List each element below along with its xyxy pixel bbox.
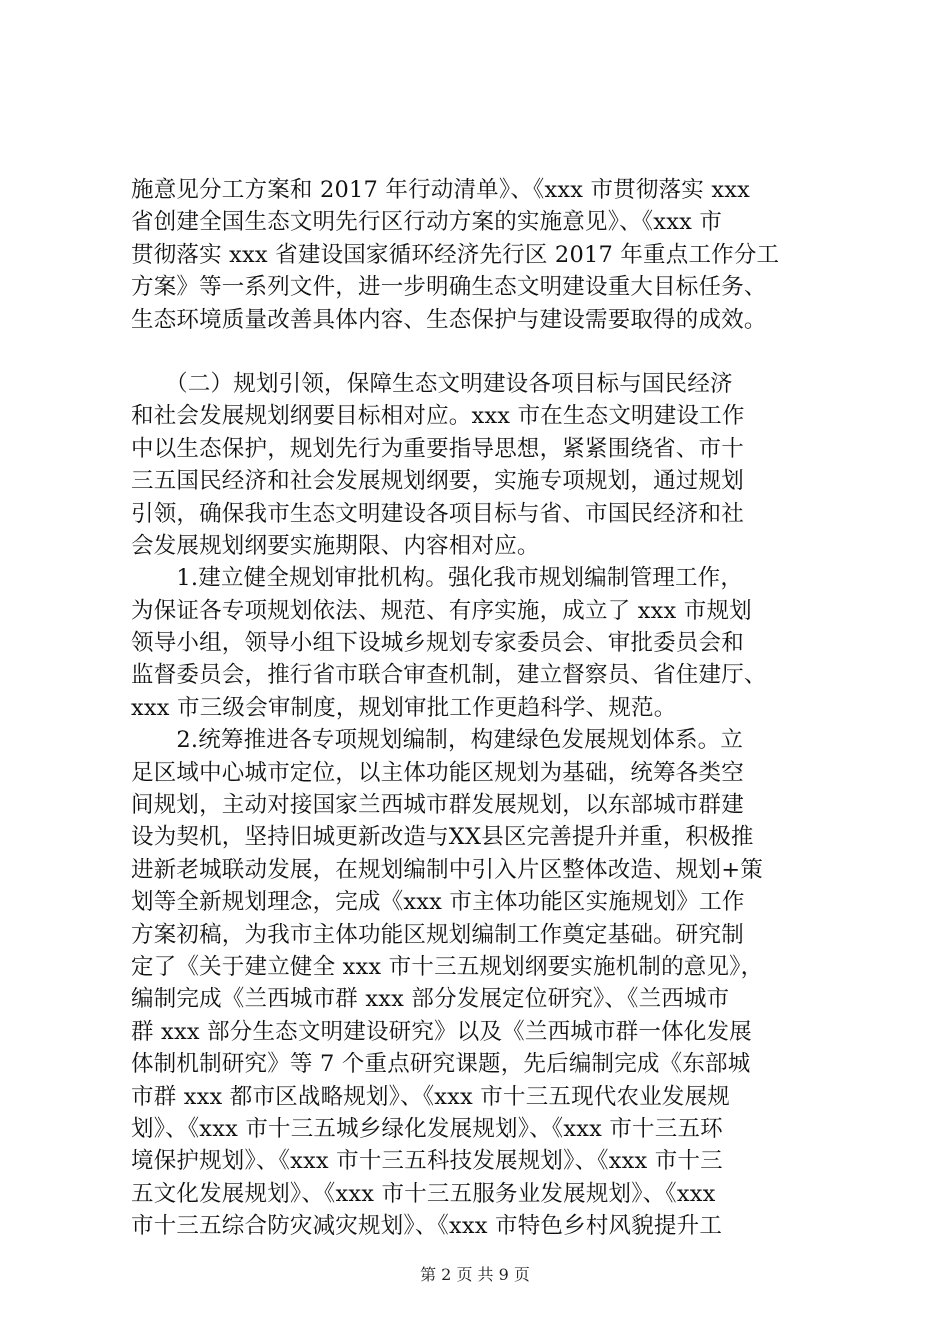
text-line: 2.统筹推进各专项规划编制，构建绿色发展规划体系。立 [131, 727, 744, 754]
text-line: 市十三五综合防灾减灾规划》、《xxx 市特色乡村风貌提升工 [131, 1213, 723, 1240]
text-line: 进新老城联动发展，在规划编制中引入片区整体改造、规划+策 [131, 856, 763, 883]
text-line: 领导小组，领导小组下设城乡规划专家委员会、审批委员会和 [131, 630, 744, 657]
text-line: 贯彻落实 xxx 省建设国家循环经济先行区 2017 年重点工作分工 [131, 241, 780, 268]
text-line: 1.建立健全规划审批机构。强化我市规划编制管理工作， [131, 565, 744, 592]
text-line: 引领，确保我市生态文明建设各项目标与省、市国民经济和社 [131, 500, 744, 527]
text-line: 方案》等一系列文件，进一步明确生态文明建设重大目标任务、 [131, 274, 767, 301]
text-line: 编制完成《兰西城市群 xxx 部分发展定位研究》、《兰西城市 [131, 986, 730, 1013]
text-line: 生态环境质量改善具体内容、生态保护与建设需要取得的成效。 [131, 306, 767, 333]
text-line: 和社会发展规划纲要目标相对应。xxx 市在生态文明建设工作 [131, 403, 745, 430]
paragraph-3 [131, 562, 831, 724]
text-line: 监督委员会，推行省市联合审查机制，建立督察员、省住建厅、 [131, 662, 767, 689]
text-line: 中以生态保护，规划先行为重要指导思想，紧紧围绕省、市十 [131, 435, 744, 462]
paragraph-4 [131, 724, 831, 1242]
page-footer: 第 2 页 共 9 页 [420, 1265, 530, 1284]
document-body [131, 174, 831, 1243]
text-line: 省创建全国生态文明先行区行动方案的实施意见》、《xxx 市 [131, 209, 723, 236]
text-line: 定了《关于建立健全 xxx 市十三五规划纲要实施机制的意见》， [131, 953, 764, 980]
text-line: 为保证各专项规划依法、规范、有序实施，成立了 xxx 市规划 [131, 597, 752, 624]
text-line: 施意见分工方案和 2017 年行动清单》、《xxx 市贯彻落实 xxx [131, 177, 751, 203]
text-line: 方案初稿，为我市主体功能区规划编制工作奠定基础。研究制 [131, 921, 744, 948]
paragraph-2 [131, 368, 831, 562]
text-line: 划》、《xxx 市十三五城乡绿化发展规划》、《xxx 市十三五环 [131, 1115, 723, 1142]
text-line: 划等全新规划理念，完成《xxx 市主体功能区实施规划》工作 [131, 889, 745, 916]
text-line: 五文化发展规划》、《xxx 市十三五服务业发展规划》、《xxx [131, 1180, 716, 1207]
text-line: 境保护规划》、《xxx 市十三五科技发展规划》、《xxx 市十三 [131, 1148, 723, 1175]
text-line: 三五国民经济和社会发展规划纲要，实施专项规划，通过规划 [131, 468, 744, 495]
text-line: 间规划，主动对接国家兰西城市群发展规划，以东部城市群建 [131, 792, 744, 819]
text-line: 足区域中心城市定位，以主体功能区规划为基础，统筹各类空 [131, 759, 744, 786]
text-line: 设为契机，坚持旧城更新改造与XX县区完善提升并重，积极推 [131, 824, 754, 851]
text-line: xxx 市三级会审制度，规划审批工作更趋科学、规范。 [131, 694, 677, 721]
text-line: （二）规划引领，保障生态文明建设各项目标与国民经济 [131, 370, 733, 397]
text-line: 会发展规划纲要实施期限、内容相对应。 [131, 532, 540, 559]
text-line: 市群 xxx 都市区战略规划》、《xxx 市十三五现代农业发展规 [131, 1083, 730, 1110]
paragraph-gap [131, 336, 831, 368]
text-line: 群 xxx 部分生态文明建设研究》以及《兰西城市群一体化发展 [131, 1018, 752, 1045]
paragraph-1 [131, 174, 831, 336]
text-line: 体制机制研究》等 7 个重点研究课题，先后编制完成《东部城 [131, 1051, 751, 1078]
